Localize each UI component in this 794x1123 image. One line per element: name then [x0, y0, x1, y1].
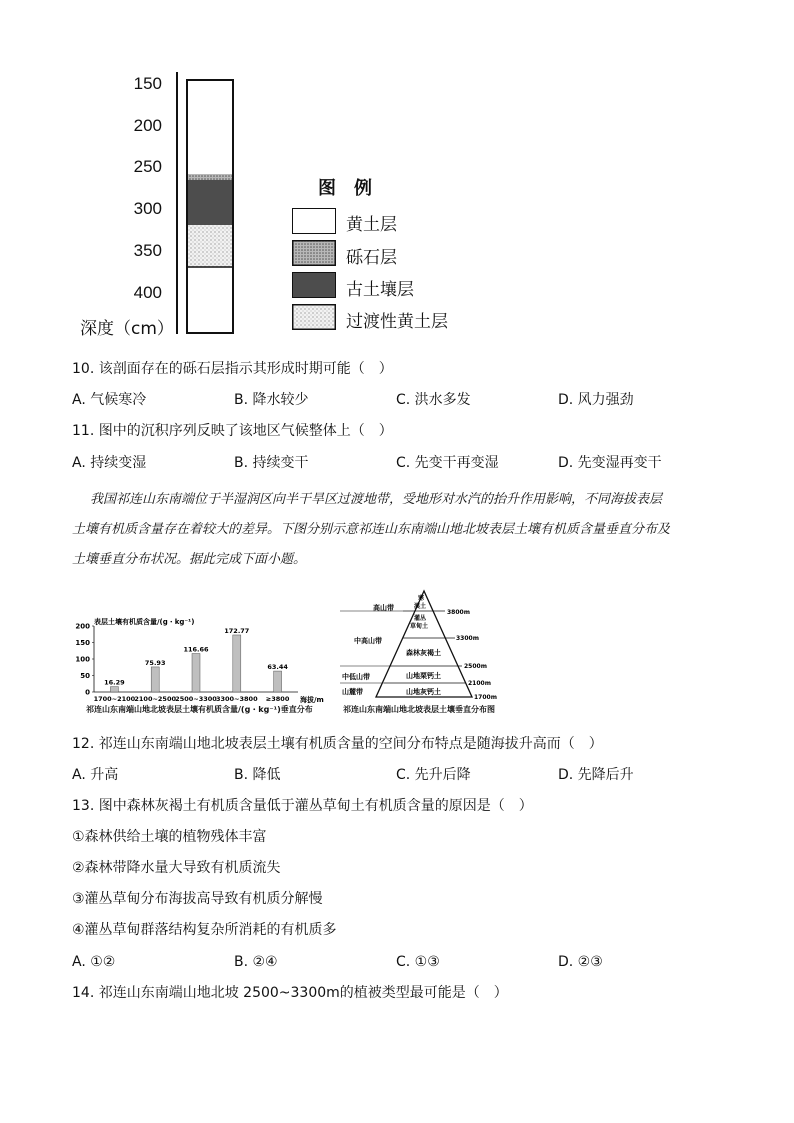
bar	[110, 687, 118, 692]
y-tick-label: 200	[75, 622, 90, 631]
legend-label: 黄土层	[346, 215, 397, 235]
question-14: 14. 祁连山东南端山地北坡 2500~3300m的植被类型最可能是（ ）	[72, 985, 508, 1001]
q11-option-c: C. 先变干再变湿	[396, 455, 499, 471]
elevation-label: 2500m	[464, 663, 487, 670]
question-10: 10. 该剖面存在的砾石层指示其形成时期可能（ ）	[72, 361, 393, 377]
bar	[274, 671, 282, 692]
bar-value-label: 63.44	[267, 663, 288, 672]
q12-option-b: B. 降低	[234, 767, 281, 783]
bar	[233, 635, 241, 692]
elevation-label: 3800m	[447, 609, 470, 616]
y-tick-label: 50	[80, 672, 90, 680]
legend-label: 砾石层	[346, 248, 397, 268]
q13-item: ①森林供给土壤的植物残体丰富	[72, 829, 267, 845]
y-tick-label: 100	[75, 655, 90, 664]
organic-matter-bar-chart	[72, 612, 332, 718]
bar-value-label: 172.77	[224, 626, 250, 635]
passage-line: 土壤垂直分布状况。据此完成下面小题。	[72, 552, 307, 567]
chart-title: 表层土壤有机质含量/(g・kg⁻¹)	[94, 618, 195, 626]
passage-line: 我国祁连山东南端位于半湿润区向半干旱区过渡地带，受地形对水汽的抬升作用影响，不同海拔表层	[90, 492, 663, 507]
bar-value-label: 16.29	[104, 678, 125, 687]
q11-option-a: A. 持续变湿	[72, 455, 147, 471]
depth-tick: 400	[133, 283, 162, 302]
bar	[151, 667, 159, 692]
elevation-label: 3300m	[456, 635, 479, 642]
y-tick-label: 150	[75, 639, 90, 647]
x-tick-label: 1700~2100	[93, 695, 136, 703]
q13-option-d: D. ②③	[558, 954, 603, 970]
soil-label: 森林灰褐土	[406, 649, 441, 657]
depth-tick: 350	[133, 241, 162, 260]
soil-label: 寒漠土	[414, 595, 427, 610]
legend-swatch-gravel	[292, 240, 336, 266]
q10-option-c: C. 洪水多发	[396, 392, 471, 408]
q10-option-b: B. 降水较少	[234, 392, 309, 408]
bar-value-label: 75.93	[144, 658, 166, 667]
q13-item: ③灌丛草甸分布海拔高导致有机质分解慢	[72, 891, 323, 907]
soil-label: 灌丛草甸土	[410, 615, 429, 630]
bar-chart-caption: 祁连山东南端山地北坡表层土壤有机质含量/(g・kg⁻¹)垂直分布	[86, 705, 313, 714]
soil-label: 山地灰钙土	[406, 688, 441, 696]
q13-option-a: A. ①②	[72, 954, 116, 970]
q12-option-d: D. 先降后升	[558, 767, 634, 783]
depth-axis-label: 深度（cm）	[80, 319, 174, 339]
depth-tick: 200	[133, 116, 162, 135]
q13-option-b: B. ②④	[234, 954, 278, 970]
legend-swatch-transitional	[292, 304, 336, 330]
bar-value-label: 116.66	[183, 645, 209, 654]
q13-item: ④灌丛草甸群落结构复杂所消耗的有机质多	[72, 922, 337, 938]
question-11: 11. 图中的沉积序列反映了该地区气候整体上（ ）	[72, 423, 393, 439]
q11-option-b: B. 持续变干	[234, 455, 309, 471]
soil-column	[186, 79, 236, 335]
q12-option-c: C. 先升后降	[396, 767, 471, 783]
q12-option-a: A. 升高	[72, 767, 119, 783]
soil-zone-pyramid	[340, 588, 510, 704]
q13-item: ②森林带降水量大导致有机质流失	[72, 860, 281, 876]
pyramid-caption: 祁连山东南端山地北坡表层土壤垂直分布图	[343, 705, 495, 714]
q10-option-a: A. 气候寒冷	[72, 392, 147, 408]
question-12: 12. 祁连山东南端山地北坡表层土壤有机质含量的空间分布特点是随海拔升高而（ ）	[72, 736, 603, 752]
passage	[72, 485, 732, 575]
belt-label: 高山带	[373, 604, 394, 612]
legend-title: 图 例	[318, 178, 372, 199]
depth-axis-line	[176, 72, 178, 334]
bar	[192, 654, 200, 692]
q11-option-d: D. 先变湿再变干	[558, 455, 662, 471]
elevation-label: 2100m	[468, 680, 491, 687]
x-axis-label: 海拔/m	[300, 696, 324, 704]
depth-tick: 150	[133, 74, 162, 93]
belt-label: 中高山带	[354, 637, 382, 645]
y-tick-label: 0	[85, 688, 90, 697]
belt-label: 中低山带	[342, 673, 370, 681]
soil-label: 山地栗钙土	[406, 672, 441, 680]
belt-label: 山麓带	[342, 688, 363, 696]
legend-label: 古土壤层	[346, 280, 414, 300]
legend-swatch-loess	[292, 208, 336, 234]
x-tick-label: 2500~3300	[175, 695, 217, 703]
legend-swatch-paleosol	[292, 272, 336, 298]
depth-tick: 250	[133, 157, 162, 176]
question-13: 13. 图中森林灰褐土有机质含量低于灌丛草甸土有机质含量的原因是（ ）	[72, 798, 533, 814]
depth-tick: 300	[133, 199, 162, 218]
x-tick-label: 3300~3800	[215, 695, 258, 703]
q13-option-c: C. ①③	[396, 954, 440, 970]
x-tick-label: 2100~2500	[134, 695, 177, 703]
q10-option-d: D. 风力强劲	[558, 392, 634, 408]
legend-label: 过渡性黄土层	[346, 312, 448, 332]
passage-line: 土壤有机质含量存在着较大的差异。下图分别示意祁连山东南端山地北坡表层土壤有机质含量垂直分布及	[72, 522, 671, 537]
elevation-label: 1700m	[474, 694, 497, 701]
x-tick-label: ≥3800	[265, 695, 290, 703]
